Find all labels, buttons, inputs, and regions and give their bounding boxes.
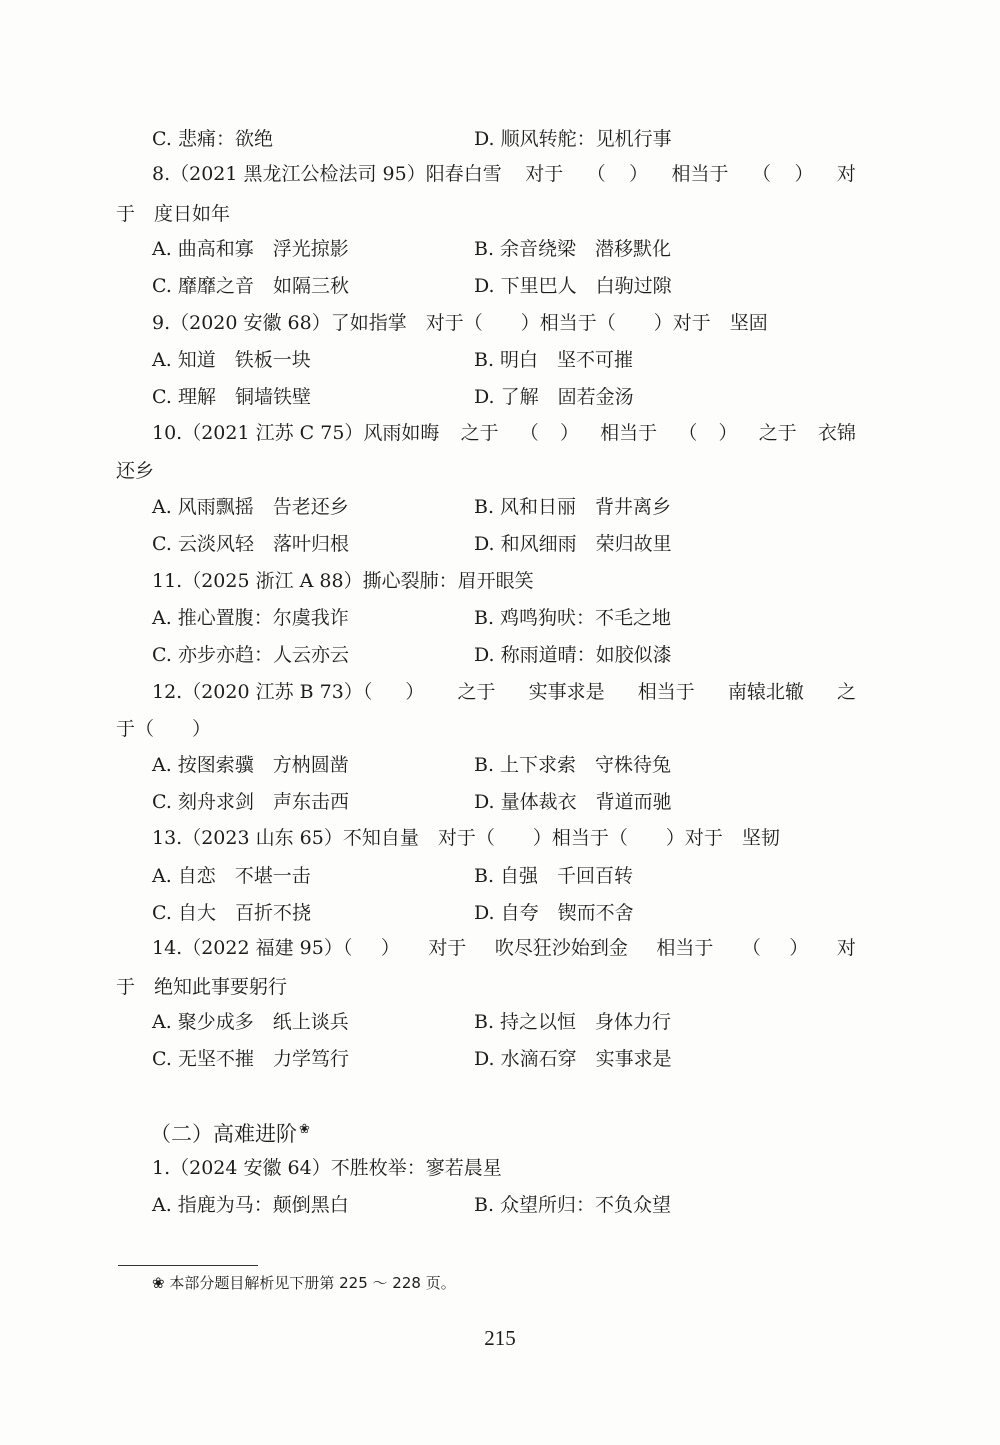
option-left: A. 知道 铁板一块 [152,349,311,371]
stem-part: 相当于 [656,937,714,959]
stem-part: ） [559,422,579,444]
option-left: C. 自大 百折不挠 [152,902,311,924]
question-stem: 9.（2020 安徽 68）了如指掌 对于（ ）相当于（ ）对于 坚固 [152,312,768,334]
footnote [152,1272,456,1294]
option-left: A. 推心置腹：尔虞我诈 [152,607,349,629]
option-left: C. 亦步亦趋：人云亦云 [152,644,349,666]
option-right: D. 水滴石穿 实事求是 [474,1048,672,1070]
option-left: A. 曲高和寡 浮光掠影 [152,238,349,260]
option-left: C. 云淡风轻 落叶归根 [152,533,349,555]
option-right: B. 明白 坚不可摧 [474,349,634,371]
stem-part: 相当于 [671,163,729,185]
stem-part: （ [678,422,698,444]
stem-part: ） [794,163,814,185]
option-right: D. 顺风转舵：见机行事 [474,128,672,150]
stem-part: 12.（2020 江苏 B 73）（ [152,681,373,703]
option-row [152,347,856,373]
option-right: D. 自夸 锲而不舍 [474,902,634,924]
stem-part: （ [741,937,761,959]
question-stem [152,420,856,446]
option-row [152,494,856,520]
option-row [152,236,856,262]
option-row [152,531,856,557]
option-row [152,1192,856,1218]
stem-part: ） [405,681,425,703]
stem-part: ） [629,163,649,185]
section-title: （二）高难进阶 [150,1122,297,1146]
option-row [152,789,856,815]
stem-part: 之 [836,681,856,703]
option-row [152,863,856,889]
option-left: C. 靡靡之音 如隔三秋 [152,275,349,297]
stem-part: 吹尽狂沙始到金 [494,937,628,959]
stem-part: ） [789,937,809,959]
option-right: B. 鸡鸣狗吠：不毛之地 [474,607,672,629]
question-stem [152,161,856,187]
footnote-text: 本部分题目解析见下册第 225 ～ 228 页。 [169,1274,456,1292]
option-right: B. 持之以恒 身体力行 [474,1011,672,1033]
stem-part: （ [752,163,772,185]
option-left: A. 按图索骥 方枘圆凿 [152,754,349,776]
option-right: B. 自强 千回百转 [474,865,634,887]
option-row [152,900,856,926]
option-left: C. 理解 铜墙铁壁 [152,386,311,408]
option-right: B. 众望所归：不负众望 [474,1194,672,1216]
option-row [152,384,856,410]
stem-part: 相当于 [637,681,695,703]
option-right: D. 和风细雨 荣归故里 [474,533,672,555]
flower-icon: ❀ [299,1122,310,1137]
option-left: A. 自恋 不堪一击 [152,865,311,887]
stem-part: 之于 [460,422,499,444]
option-row [152,752,856,778]
option-right: D. 量体裁衣 背道而驰 [474,791,672,813]
page-number: 215 [484,1326,516,1350]
option-left: A. 聚少成多 纸上谈兵 [152,1011,349,1033]
stem-part: 10.（2021 江苏 C 75）风雨如晦 [152,422,440,444]
option-left: C. 刻舟求剑 声东击西 [152,791,349,813]
option-row [152,1046,856,1072]
stem-part: ） [380,937,400,959]
option-right: D. 下里巴人 白驹过隙 [474,275,672,297]
option-row [152,605,856,631]
option-right: B. 风和日丽 背井离乡 [474,496,672,518]
option-left: C. 悲痛：欲绝 [152,128,273,150]
stem-part: 之于 [758,422,797,444]
option-row [152,1009,856,1035]
option-right: B. 余音绕梁 潜移默化 [474,238,672,260]
stem-part: 对 [836,163,856,185]
option-row [152,273,856,299]
stem-part: ） [718,422,738,444]
question-stem-continuation: 于（ ） [116,718,212,740]
question-stem-continuation: 于 度日如年 [116,203,231,225]
stem-part: 14.（2022 福建 95）（ [152,937,353,959]
stem-part: （ [519,422,539,444]
option-row [152,126,856,152]
stem-part: 对于 [525,163,564,185]
question-stem [152,935,856,961]
stem-part: （ [586,163,606,185]
question-stem: 1.（2024 安徽 64）不胜枚举：寥若晨星 [152,1157,502,1179]
option-left: A. 风雨飘摇 告老还乡 [152,496,349,518]
option-right: B. 上下求索 守株待兔 [474,754,672,776]
stem-part: 之于 [457,681,496,703]
section-heading [150,1116,310,1148]
option-row [152,642,856,668]
question-stem-continuation: 还乡 [116,460,155,482]
question-stem [152,679,856,705]
stem-part: 对 [836,937,856,959]
stem-part: 相当于 [600,422,658,444]
footnote-divider [118,1265,258,1266]
flower-icon: ❀ [152,1274,165,1292]
option-left: A. 指鹿为马：颠倒黑白 [152,1194,349,1216]
stem-part: 南辕北辙 [727,681,804,703]
option-right: D. 称雨道晴：如胶似漆 [474,644,672,666]
option-left: C. 无坚不摧 力学笃行 [152,1048,349,1070]
stem-part: 实事求是 [528,681,605,703]
option-right: D. 了解 固若金汤 [474,386,634,408]
question-stem-continuation: 于 绝知此事要躬行 [116,976,288,998]
stem-part: 衣锦 [817,422,856,444]
question-stem: 13.（2023 山东 65）不知自量 对于（ ）相当于（ ）对于 坚韧 [152,827,780,849]
stem-part: 8.（2021 黑龙江公检法司 95）阳春白雪 [152,163,502,185]
question-stem: 11.（2025 浙江 A 88）撕心裂肺：眉开眼笑 [152,570,534,592]
stem-part: 对于 [428,937,467,959]
